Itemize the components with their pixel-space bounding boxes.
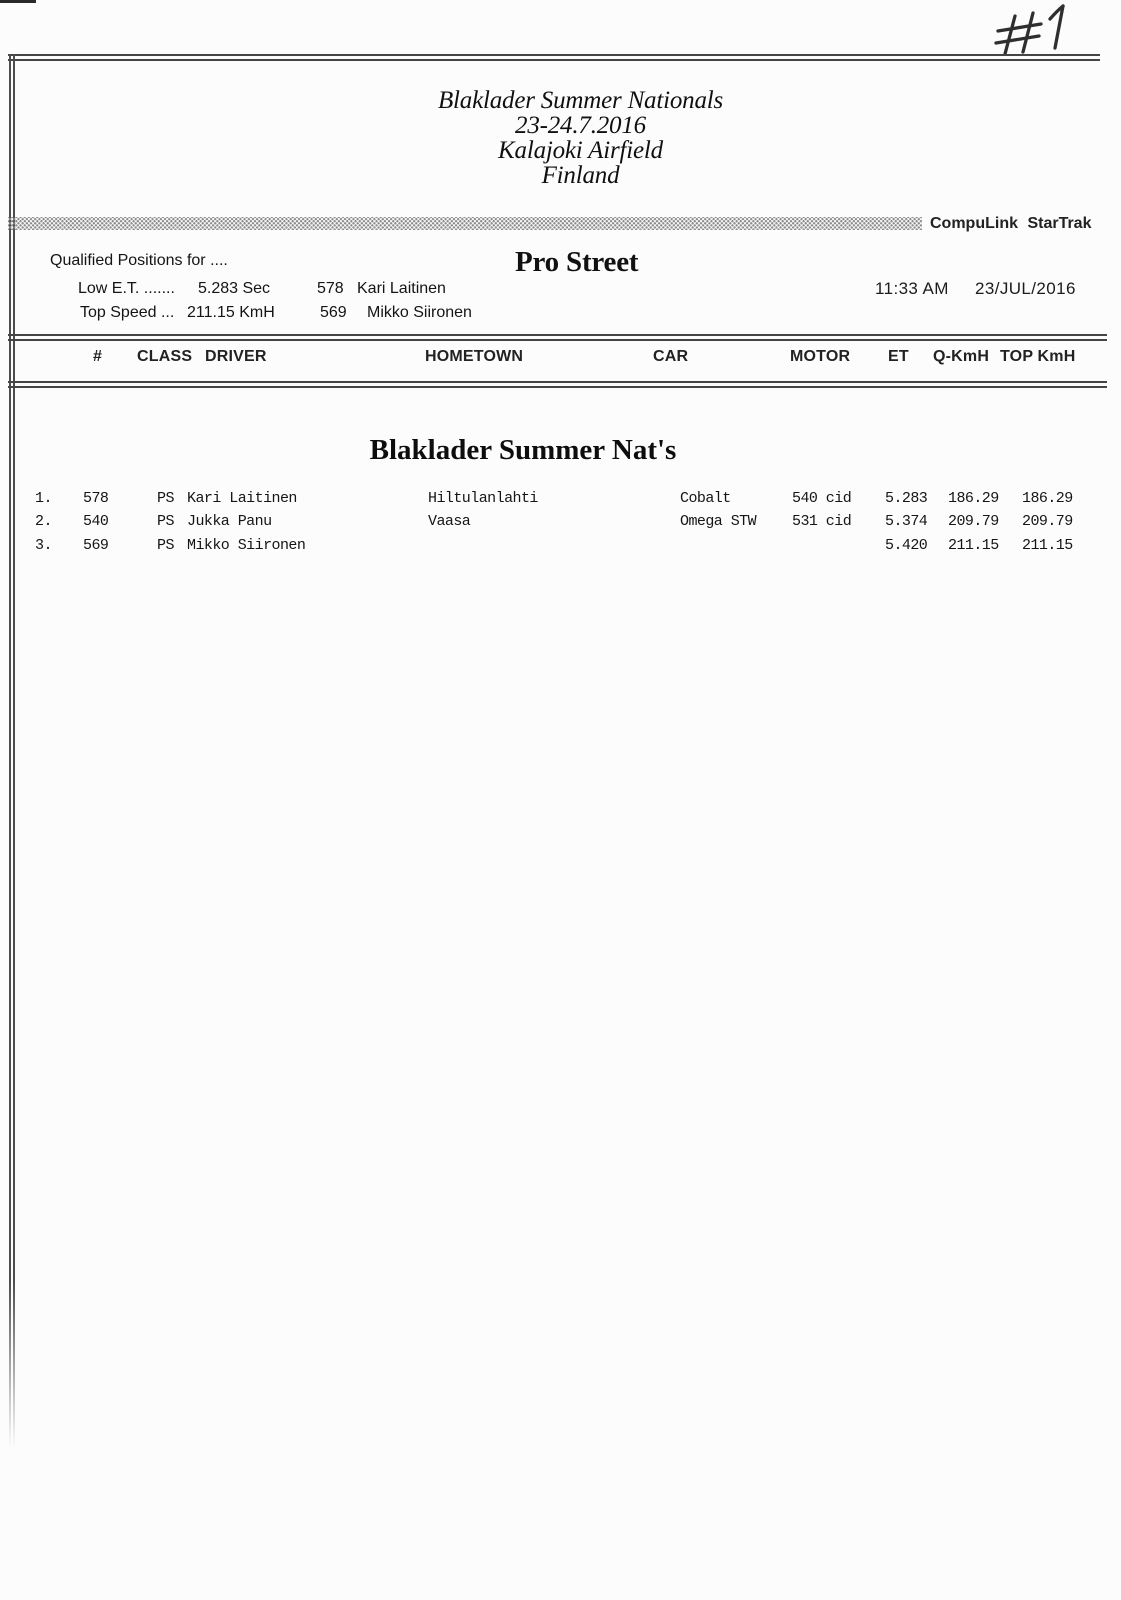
- cell-hometown: Vaasa: [428, 513, 471, 530]
- top-speed-car-number: 569: [320, 304, 347, 321]
- cell-class: PS: [157, 490, 174, 507]
- column-header-et: ET: [888, 348, 909, 365]
- column-header-class: CLASS: [137, 348, 193, 365]
- cell-et: 5.374: [885, 513, 928, 530]
- column-header-driver: DRIVER: [205, 348, 267, 365]
- column-header-hometown: HOMETOWN: [425, 348, 524, 365]
- top-speed-driver: Mikko Siironen: [367, 304, 472, 321]
- event-title: Blaklader Summer Nationals: [437, 87, 724, 114]
- header-bottom-rule: [8, 381, 1107, 388]
- low-et-driver: Kari Laitinen: [357, 280, 446, 297]
- scan-edge-artifact: [0, 0, 36, 3]
- cell-motor: 540 cid: [792, 490, 852, 507]
- class-title: Pro Street: [515, 246, 639, 278]
- section-title: Blaklader Summer Nat's: [369, 434, 677, 466]
- top-speed-value: 211.15 KmH: [187, 304, 275, 321]
- timing-system-brand: CompuLink StarTrak: [930, 215, 1092, 232]
- column-header-q-kmh: Q-KmH: [933, 348, 990, 365]
- column-header-number: #: [93, 348, 103, 365]
- halftone-divider: [8, 217, 922, 230]
- table-row: [0, 537, 1121, 560]
- event-dates: 23-24.7.2016: [515, 112, 646, 139]
- cell-car-number: 569: [83, 537, 109, 554]
- column-header-top-kmh: TOP KmH: [1000, 348, 1076, 365]
- cell-position: 1.: [35, 490, 52, 507]
- cell-q-kmh: 211.15: [948, 537, 999, 554]
- column-header-car: CAR: [653, 348, 689, 365]
- cell-et: 5.283: [885, 490, 928, 507]
- column-header-motor: MOTOR: [790, 348, 851, 365]
- cell-class: PS: [157, 513, 174, 530]
- print-date: 23/JUL/2016: [975, 279, 1076, 298]
- low-et-car-number: 578: [317, 280, 344, 297]
- table-row: [0, 490, 1121, 513]
- cell-driver: Mikko Siironen: [187, 537, 306, 554]
- cell-class: PS: [157, 537, 174, 554]
- qualified-positions-label: Qualified Positions for ....: [50, 252, 228, 269]
- low-et-value: 5.283 Sec: [198, 280, 271, 297]
- cell-top-kmh: 186.29: [1022, 490, 1073, 507]
- handwritten-page-number: [988, 2, 1083, 56]
- header-top-rule: [8, 334, 1107, 341]
- print-time: 11:33 AM: [875, 279, 949, 298]
- top-double-rule: [8, 54, 1100, 61]
- cell-driver: Kari Laitinen: [187, 490, 297, 507]
- cell-hometown: Hiltulanlahti: [428, 490, 538, 507]
- cell-et: 5.420: [885, 537, 928, 554]
- cell-position: 3.: [35, 537, 52, 554]
- cell-car-number: 540: [83, 513, 109, 530]
- cell-car: Cobalt: [680, 490, 731, 507]
- cell-q-kmh: 209.79: [948, 513, 999, 530]
- event-venue: Kalajoki Airfield: [498, 137, 663, 164]
- low-et-label: Low E.T. .......: [78, 280, 175, 297]
- table-row: [0, 513, 1121, 536]
- event-country: Finland: [541, 162, 620, 189]
- left-page-border-inner: [13, 54, 15, 1448]
- cell-motor: 531 cid: [792, 513, 852, 530]
- cell-car-number: 578: [83, 490, 109, 507]
- cell-position: 2.: [35, 513, 52, 530]
- cell-top-kmh: 209.79: [1022, 513, 1073, 530]
- cell-car: Omega STW: [680, 513, 757, 530]
- cell-q-kmh: 186.29: [948, 490, 999, 507]
- cell-driver: Jukka Panu: [187, 513, 272, 530]
- cell-top-kmh: 211.15: [1022, 537, 1073, 554]
- top-speed-label: Top Speed ...: [80, 304, 175, 321]
- left-page-border-outer: [9, 54, 11, 1448]
- event-header: [20, 88, 1121, 188]
